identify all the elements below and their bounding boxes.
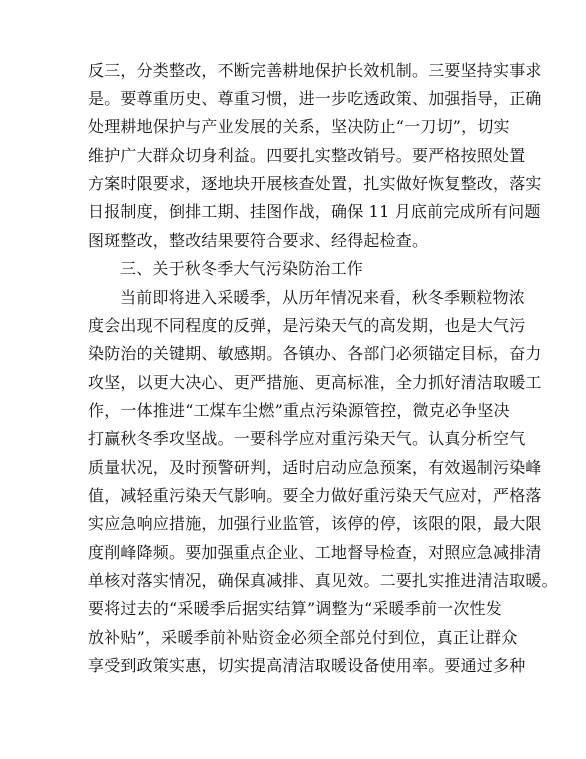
paragraph-line: 染防治的关键期、敏感期。各镇办、各部门必须锚定目标，奋力 [88, 344, 542, 363]
paragraph-line: 打赢秋冬季攻坚战。一要科学应对重污染天气。认真分析空气 [88, 429, 526, 448]
paragraph-line: 实应急响应措施，加强行业监管，该停的停，该限的限，最大限 [88, 514, 542, 533]
paragraph-line: 维护广大群众切身利益。四要扎实整改销号。要严格按照处置 [88, 146, 526, 165]
paragraph-line: 图斑整改，整改结果要符合要求、经得起检查。 [88, 231, 429, 250]
paragraph-line: 作，一体推进“工煤车尘燃”重点污染源管控，微克必争坚决 [88, 401, 510, 420]
paragraph-line: 要将过去的“采暖季后据实结算”调整为“采暖季前一次性发 [88, 599, 502, 618]
paragraph-line: 当前即将进入采暖季，从历年情况来看，秋冬季颗粒物浓 [120, 288, 526, 307]
paragraph-line: 放补贴”，采暖季前补贴资金必须全部兑付到位，真正让群众 [88, 628, 518, 647]
paragraph-line: 单核对落实情况，确保真减排、真见效。二要扎实推进清洁取暖。 [88, 571, 558, 590]
paragraph-line: 方案时限要求，逐地块开展核查处置，扎实做好恢复整改，落实 [88, 174, 542, 193]
paragraph-line: 是。要尊重历史、尊重习惯，进一步吃透政策、加强指导，正确 [88, 89, 542, 108]
paragraph-line: 值，减轻重污染天气影响。要全力做好重污染天气应对，严格落 [88, 486, 542, 505]
paragraph-line: 度削峰降频。要加强重点企业、工地督导检查，对照应急减排清 [88, 543, 542, 562]
paragraph-line: 度会出现不同程度的反弹，是污染天气的高发期，也是大气污 [88, 316, 526, 335]
paragraph-line: 享受到政策实惠，切实提高清洁取暖设备使用率。要通过多种 [88, 656, 526, 675]
section-heading: 三、关于秋冬季大气污染防治工作 [120, 259, 364, 278]
paragraph-line: 质量状况，及时预警研判，适时启动应急预案，有效遏制污染峰 [88, 458, 542, 477]
paragraph-line: 日报制度，倒排工期、挂图作战，确保 11 月底前完成所有问题 [88, 202, 541, 221]
paragraph-line: 处理耕地保护与产业发展的关系，坚决防止“一刀切”，切实 [88, 117, 510, 136]
paragraph-line: 攻坚，以更大决心、更严措施、更高标准，全力抓好清洁取暖工 [88, 373, 542, 392]
paragraph-line: 反三，分类整改，不断完善耕地保护长效机制。三要坚持实事求 [88, 61, 542, 80]
